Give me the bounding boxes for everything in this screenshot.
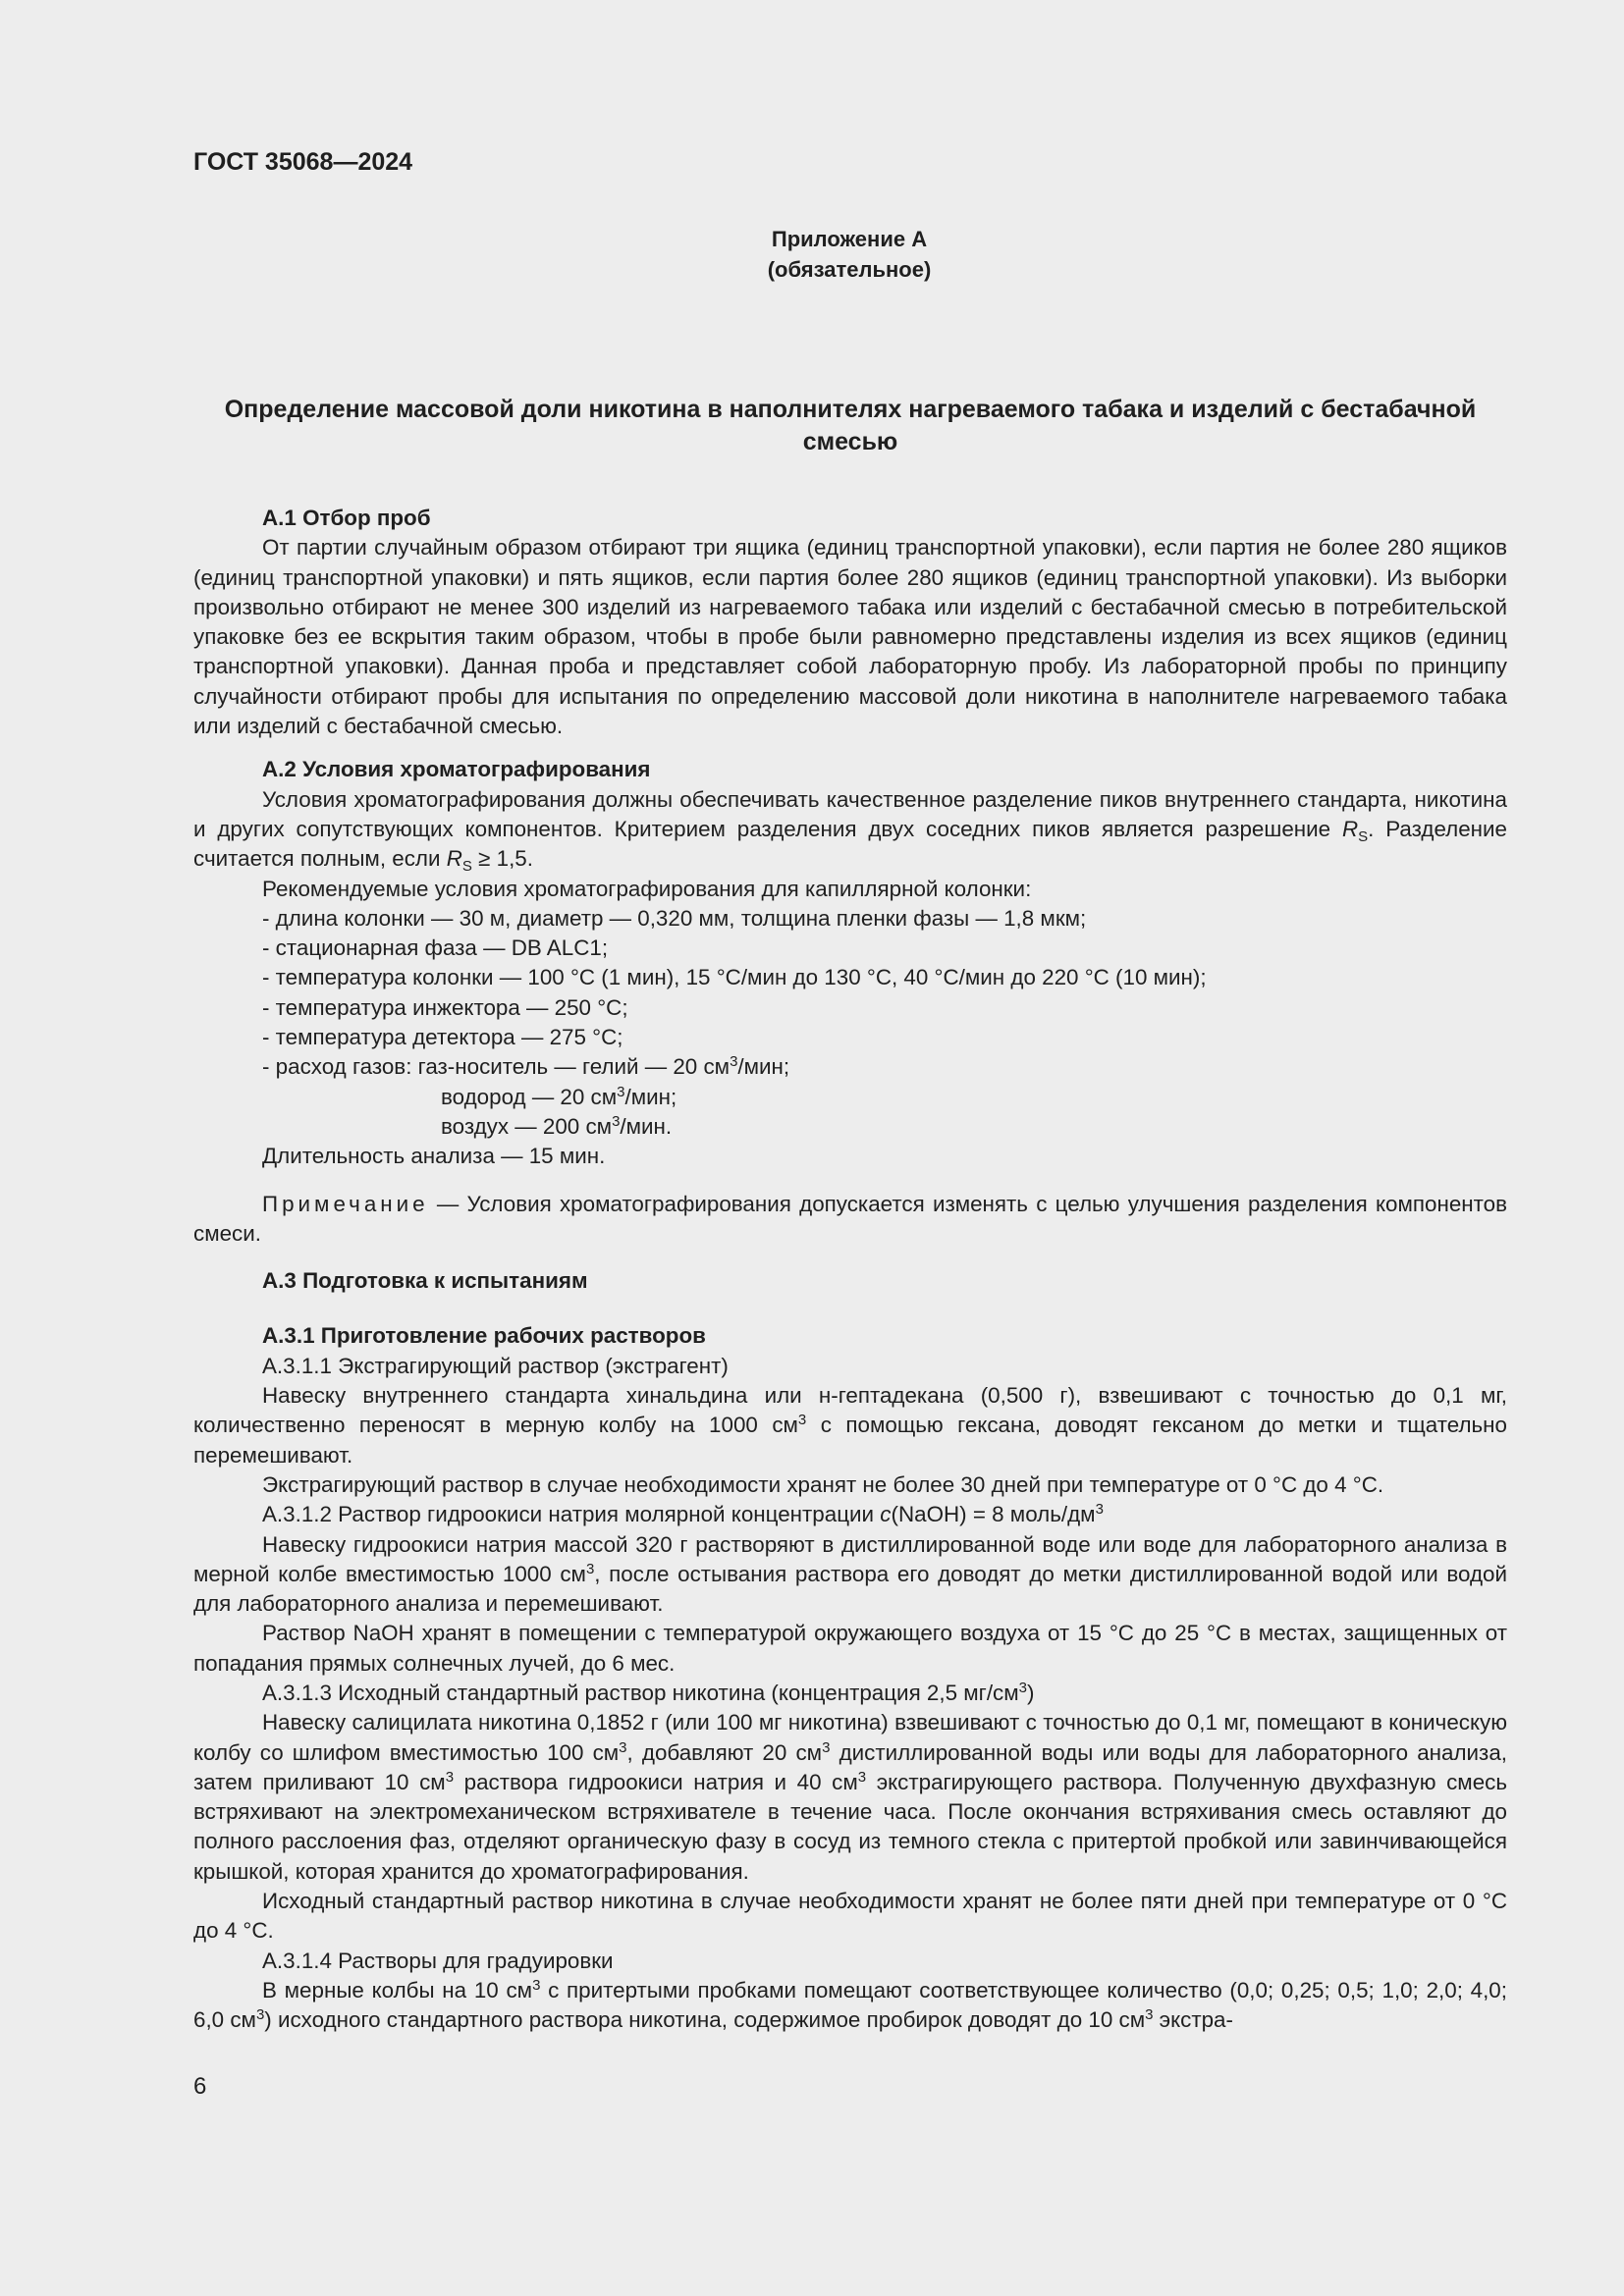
- section-a2-note: Примечание — Условия хроматографирования допускается изменять с целью улучшения разделения компонентов смеси.: [193, 1191, 1507, 1246]
- section-a3-heading: А.3 Подготовка к испытаниям: [262, 1268, 588, 1294]
- condition-gas-flow-hydrogen: водород — 20 $см^3$/мин;: [441, 1083, 677, 1109]
- section-a313-storage: Исходный стандартный раствор никотина в случае необходимости хранят не более пяти дней при температуре от 0 °С до 4 °С.: [193, 1889, 1507, 1944]
- annex-title: Приложение А: [771, 227, 928, 251]
- document-body: [193, 504, 1507, 2036]
- section-a311-storage: Экстрагирующий раствор в случае необходимости хранят не более 30 дней при температуре от 0 °С до 4 °С.: [262, 1471, 1384, 1497]
- condition-gas-flow-carrier: - расход газов: газ-носитель — гелий — 20 $см^3$/мин;: [262, 1053, 790, 1080]
- section-a311-title: А.3.1.1 Экстрагирующий раствор (экстрагент): [262, 1353, 729, 1378]
- section-a313-title: А.3.1.3 Исходный стандартный раствор никотина (концентрация 2,5 $мг/см^3$): [262, 1679, 1035, 1705]
- condition-column-temperature: - температура колонки — 100 °С (1 мин), 15 °С/мин до 130 °С, 40 °С/мин до 220 °С (10 мин);: [262, 965, 1207, 990]
- section-a314-paragraph: В мерные колбы на 10 $см^3$ с притертыми пробками помещают соответствующее количество (0,0; 0,25; 0,5; 1,0; 2,0; 4,0; 6,0 $см^3$) исходного стандартного раствора никотина, содержимое пробирок доводят до 10 $см^3$ экстра-: [193, 1976, 1507, 2033]
- section-a312-paragraph: Навеску гидроокиси натрия массой 320 г растворяют в дистиллированной воде или воде для лабораторного анализа в мерной колбе вместимостью 1000 $см^3$, после остывания раствора его доводят до метки дистиллированной водой или водой для лабораторного анализа и перемешивают.: [193, 1531, 1507, 1617]
- condition-column-length: - длина колонки — 30 м, диаметр — 0,320 мм, толщина пленки фазы — 1,8 мкм;: [262, 905, 1087, 931]
- condition-stationary-phase: - стационарная фаза — DB ALC1;: [262, 935, 609, 961]
- section-a311-paragraph: Навеску внутреннего стандарта хинальдина или н-гептадекана (0,500 г), взвешивают с точностью до 0,1 мг, количественно переносят в мерную колбу на 1000 $см^3$ с помощью гексана, доводят гексаном до метки и тщательно перемешивают.: [193, 1383, 1507, 1468]
- condition-gas-flow-air: воздух — 200 $см^3$/мин.: [441, 1112, 673, 1139]
- section-a312-title: А.3.1.2 Раствор гидроокиси натрия молярной концентрации c(NaOH) = 8 моль/$дм^3$: [262, 1501, 1104, 1527]
- document-title: Определение массовой доли никотина в наполнителях нагреваемого табака и изделий с бестабачной смесью: [224, 396, 1477, 455]
- section-a1-heading: А.1 Отбор проб: [262, 506, 431, 530]
- analysis-duration: Длительность анализа — 15 мин.: [262, 1144, 606, 1169]
- section-a2-paragraph: Условия хроматографирования должны обеспечивать качественное разделение пиков внутреннего стандарта, никотина и других сопутствующих компонентов. Критерием разделения двух соседних пиков является разрешение $R_S$. Разделение считается полным, если $R_S \ge 1,5$.: [193, 786, 1507, 876]
- section-a313-paragraph: Навеску салицилата никотина 0,1852 г (или 100 мг никотина) взвешивают с точностью до 0,1 мг, помещают в коническую колбу со шлифом вместимостью 100 $см^3$, добавляют 20 $см^3$ дистиллированной воды или воды для лабораторного анализа, затем приливают 10 $см^3$ раствора гидроокиси натрия и 40 $см^3$ экстрагирующего раствора. Полученную двухфазную смесь встряхивают на электромеханическом встряхивателе в течение часа. После окончания встряхивания смесь оставляют до полного расслоения фаз, отделяют органическую фазу в сосуд из темного стекла с притертой пробкой или завинчивающейся крышкой, которая хранится до хроматографирования.: [193, 1710, 1508, 1884]
- section-a314-title: А.3.1.4 Растворы для градуировки: [262, 1948, 614, 1973]
- section-a2-recommended: Рекомендуемые условия хроматографирования для капиллярной колонки:: [262, 876, 1032, 901]
- section-a31-heading: А.3.1 Приготовление рабочих растворов: [262, 1323, 706, 1349]
- section-a2-heading: А.2 Условия хроматографирования: [262, 757, 651, 782]
- section-a1-paragraph: От партии случайным образом отбирают три ящика (единиц транспортной упаковки), если партия не более 280 ящиков (единиц транспортной упаковки) и пять ящиков, если партия более 280 ящиков (единиц транспортной упаковки). Из выборки произвольно отбирают не менее 300 изделий из нагреваемого табака или изделий с бестабачной смесью в потребительской упаковке без ее вскрытия таким образом, чтобы в пробе были равномерно представлены изделия из всех ящиков (единиц транспортной упаковки). Данная проба и представляет собой лабораторную пробу. Из лабораторной пробы по принципу случайности отбирают пробы для испытания по определению массовой доли никотина в наполнителе нагреваемого табака или изделий с бестабачной смесью.: [193, 535, 1507, 739]
- condition-detector-temperature: - температура детектора — 275 °С;: [262, 1025, 623, 1050]
- page-number: 6: [193, 2073, 207, 2100]
- annex-type: (обязательное): [767, 257, 932, 282]
- standard-header: ГОСТ 35068—2024: [193, 148, 413, 176]
- section-a312-storage: Раствор NaOH хранят в помещении с температурой окружающего воздуха от 15 °С до 25 °С в местах, защищенных от попадания прямых солнечных лучей, до 6 мес.: [193, 1621, 1507, 1676]
- condition-injector-temperature: - температура инжектора — 250 °С;: [262, 994, 628, 1020]
